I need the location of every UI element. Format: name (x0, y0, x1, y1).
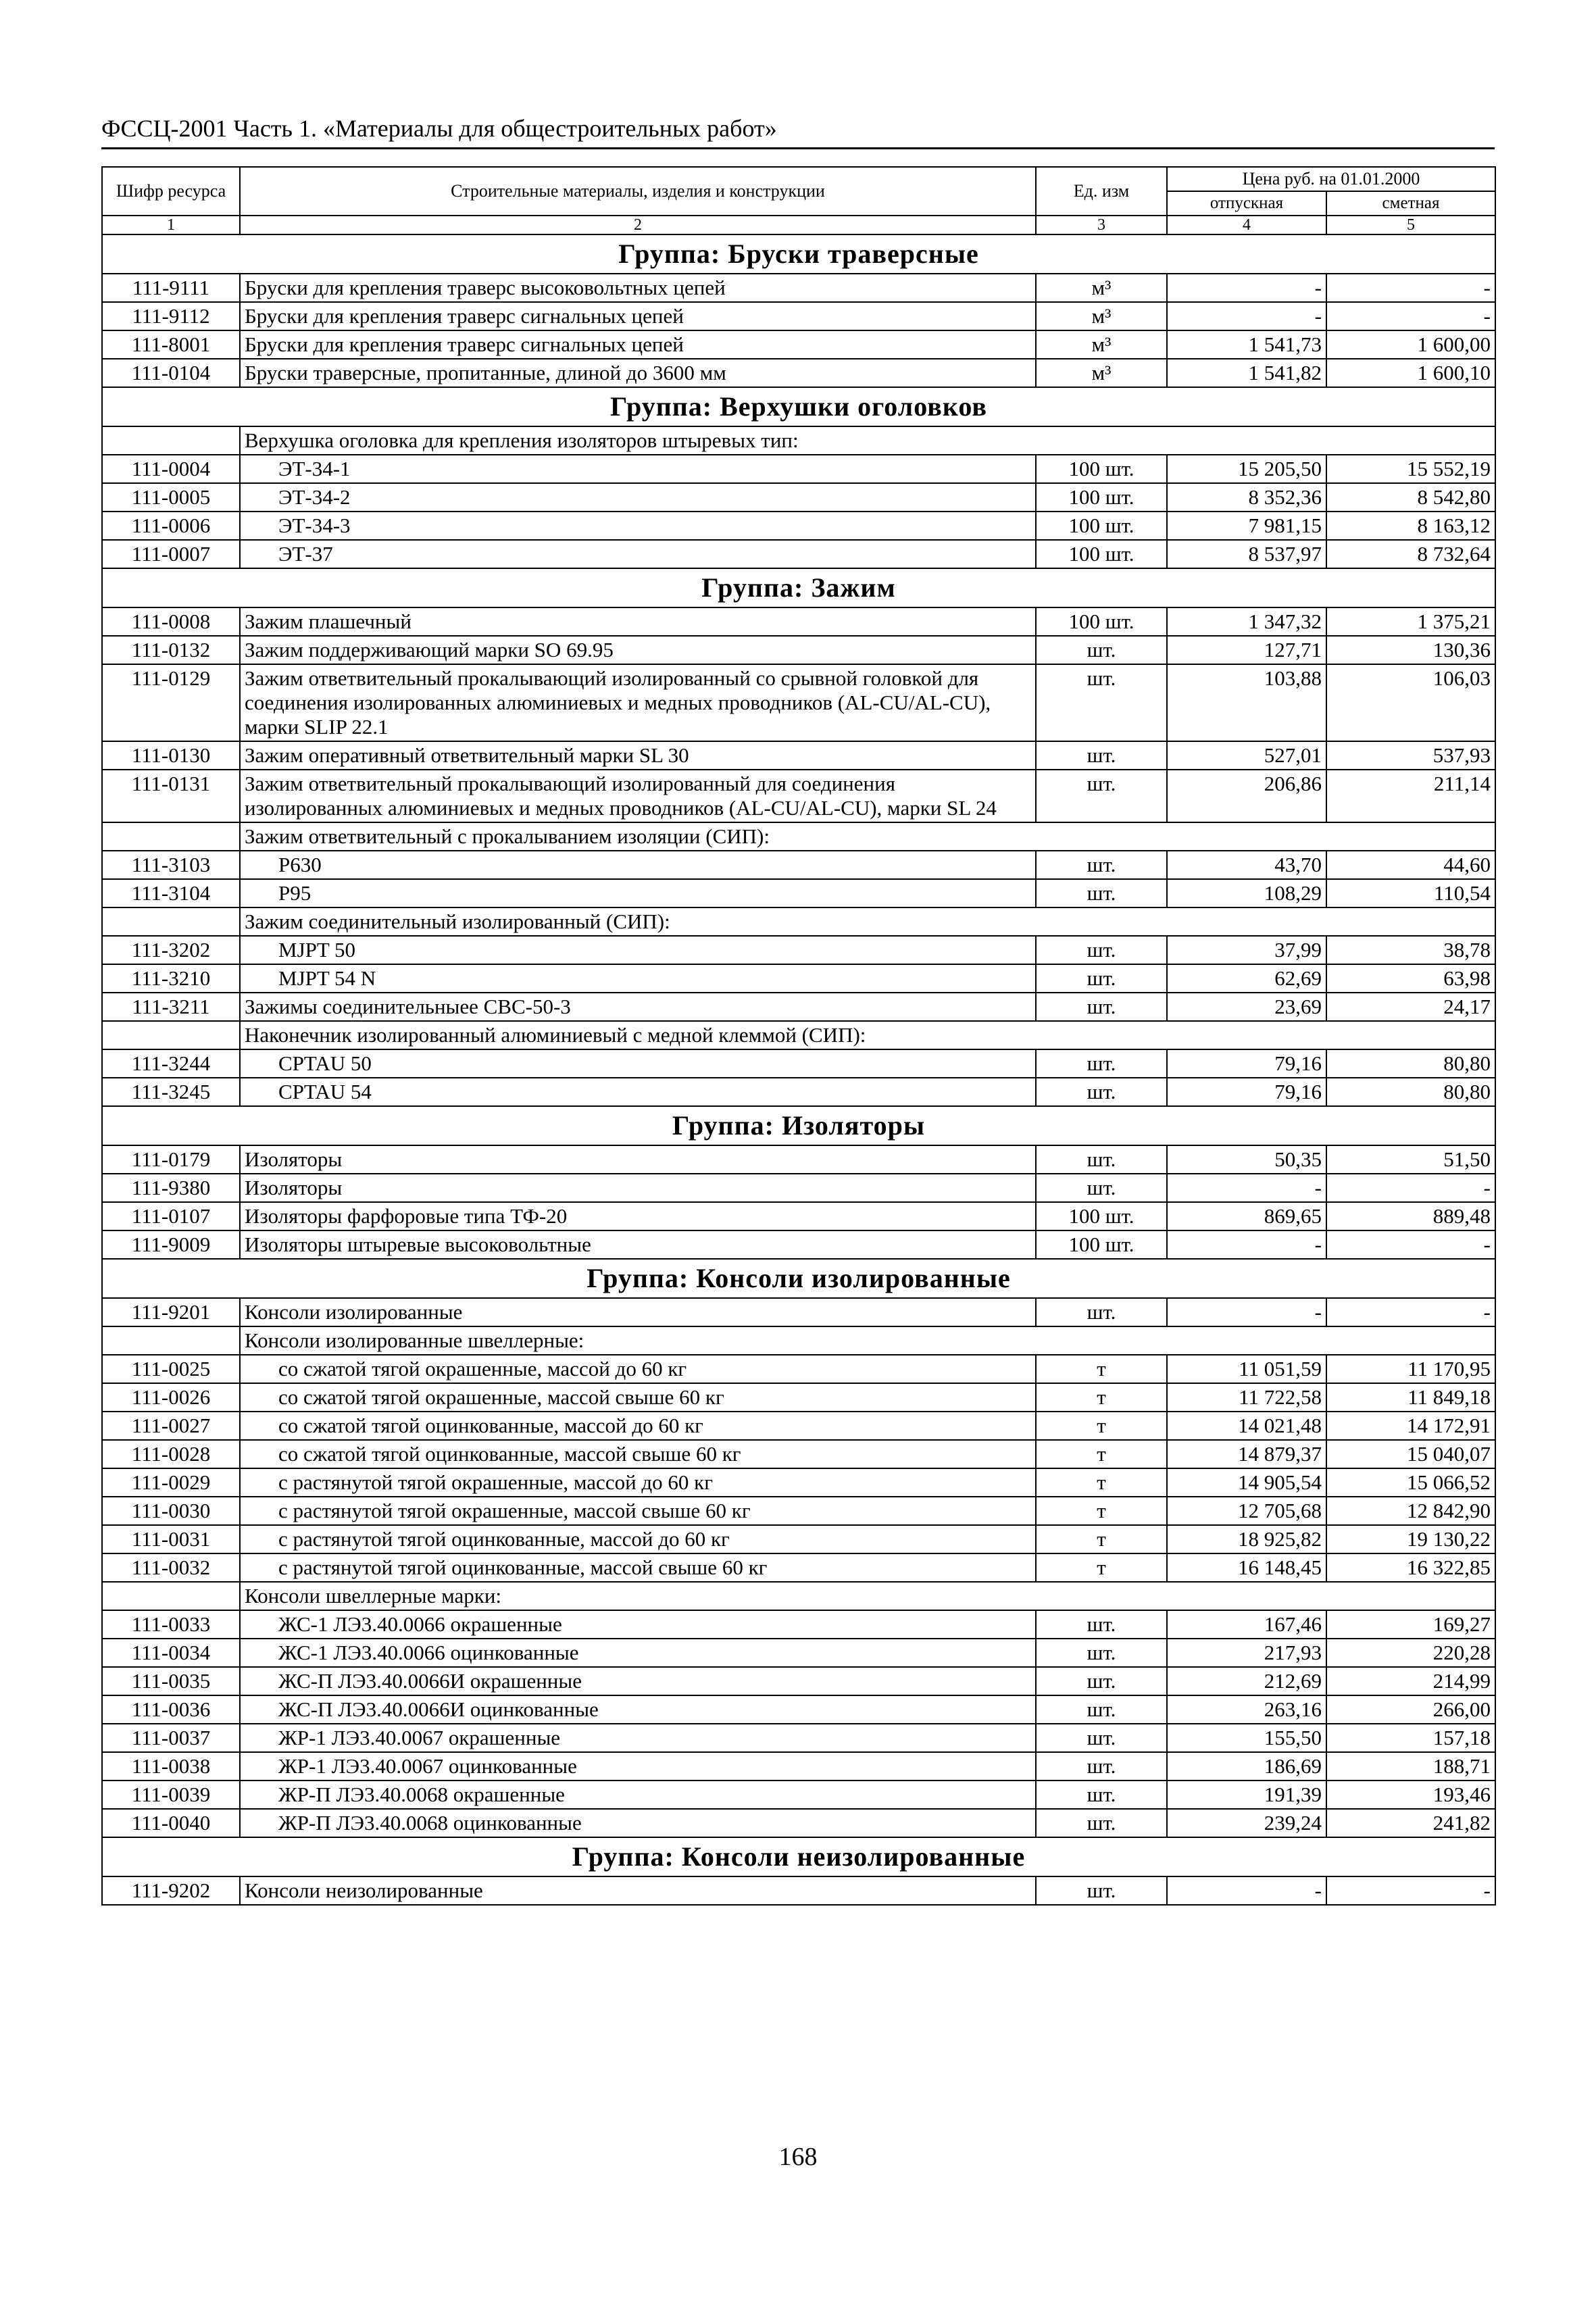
estimate-price: 157,18 (1326, 1724, 1495, 1752)
header-release: отпускная (1167, 191, 1326, 216)
resource-code: 111-0037 (102, 1724, 240, 1752)
resource-code: 111-9380 (102, 1174, 240, 1202)
material-name: Бруски для крепления траверс сигнальных цепей (240, 302, 1036, 330)
unit: м³ (1036, 274, 1167, 302)
material-name: со сжатой тягой окрашенные, массой до 60 кг (240, 1355, 1036, 1383)
release-price: 11 722,58 (1167, 1383, 1326, 1412)
estimate-price: - (1326, 1298, 1495, 1326)
estimate-price: 15 040,07 (1326, 1440, 1495, 1468)
unit: м³ (1036, 359, 1167, 387)
resource-code: 111-3103 (102, 851, 240, 879)
table-row (102, 1667, 1495, 1695)
subheading-spacer (102, 822, 240, 851)
subheading-text: Консоли швеллерные марки: (240, 1582, 1495, 1610)
unit: шт. (1036, 1724, 1167, 1752)
table-row (102, 770, 1495, 822)
table-row (102, 1383, 1495, 1412)
table-row (102, 302, 1495, 330)
estimate-price: 15 066,52 (1326, 1468, 1495, 1497)
estimate-price: 169,27 (1326, 1610, 1495, 1639)
group-heading-row (102, 1259, 1495, 1298)
subheading-row (102, 1326, 1495, 1355)
resource-code: 111-9009 (102, 1230, 240, 1259)
release-price: 8 537,97 (1167, 540, 1326, 568)
material-name: Зажим оперативный ответвительный марки SL 30 (240, 741, 1036, 770)
subheading-row (102, 1582, 1495, 1610)
estimate-price: - (1326, 302, 1495, 330)
material-name: Консоли изолированные (240, 1298, 1036, 1326)
estimate-price: 537,93 (1326, 741, 1495, 770)
table-row (102, 1049, 1495, 1078)
release-price: 62,69 (1167, 964, 1326, 993)
resource-code: 111-0026 (102, 1383, 240, 1412)
resource-code: 111-0027 (102, 1412, 240, 1440)
material-name: со сжатой тягой окрашенные, массой свыше 60 кг (240, 1383, 1036, 1412)
release-price: 7 981,15 (1167, 512, 1326, 540)
group-title: Группа: Верхушки оголовков (102, 387, 1495, 426)
table-row (102, 1752, 1495, 1781)
estimate-price: 38,78 (1326, 936, 1495, 964)
subheading-spacer (102, 907, 240, 936)
estimate-price: 889,48 (1326, 1202, 1495, 1230)
release-price: 869,65 (1167, 1202, 1326, 1230)
table-row (102, 1525, 1495, 1553)
resource-code: 111-3211 (102, 993, 240, 1021)
resource-code: 111-3202 (102, 936, 240, 964)
column-number: 2 (240, 216, 1036, 234)
table-row (102, 1876, 1495, 1905)
table-row (102, 359, 1495, 387)
resource-code: 111-0035 (102, 1667, 240, 1695)
resource-code: 111-9112 (102, 302, 240, 330)
subheading-text: Зажим ответвительный с прокалыванием изоляции (СИП): (240, 822, 1495, 851)
release-price: 239,24 (1167, 1809, 1326, 1837)
material-name: ЖС-П ЛЭ3.40.0066И окрашенные (240, 1667, 1036, 1695)
release-price: 127,71 (1167, 636, 1326, 664)
estimate-price: 11 849,18 (1326, 1383, 1495, 1412)
estimate-price: 14 172,91 (1326, 1412, 1495, 1440)
material-name: ЖС-П ЛЭ3.40.0066И оцинкованные (240, 1695, 1036, 1724)
table-row (102, 936, 1495, 964)
table-row (102, 1440, 1495, 1468)
estimate-price: 1 600,00 (1326, 330, 1495, 359)
estimate-price: 214,99 (1326, 1667, 1495, 1695)
estimate-price: 8 542,80 (1326, 483, 1495, 512)
material-name: со сжатой тягой оцинкованные, массой до 60 кг (240, 1412, 1036, 1440)
group-title: Группа: Консоли изолированные (102, 1259, 1495, 1298)
estimate-price: 106,03 (1326, 664, 1495, 741)
estimate-price: 266,00 (1326, 1695, 1495, 1724)
resource-code: 111-3210 (102, 964, 240, 993)
release-price: - (1167, 302, 1326, 330)
table-row (102, 1781, 1495, 1809)
unit: шт. (1036, 741, 1167, 770)
table-row (102, 1497, 1495, 1525)
unit: шт. (1036, 1667, 1167, 1695)
resource-code: 111-0130 (102, 741, 240, 770)
table-row (102, 993, 1495, 1021)
subheading-spacer (102, 1326, 240, 1355)
subheading-spacer (102, 1582, 240, 1610)
table-row (102, 1610, 1495, 1639)
material-name: ЖС-1 ЛЭ3.40.0066 оцинкованные (240, 1639, 1036, 1667)
unit: т (1036, 1553, 1167, 1582)
unit: шт. (1036, 1078, 1167, 1106)
subheading-row (102, 1021, 1495, 1049)
price-table (101, 166, 1496, 1906)
release-price: - (1167, 1174, 1326, 1202)
estimate-price: 19 130,22 (1326, 1525, 1495, 1553)
table-row (102, 741, 1495, 770)
table-row (102, 1724, 1495, 1752)
material-name: ЖР-1 ЛЭ3.40.0067 оцинкованные (240, 1752, 1036, 1781)
estimate-price: - (1326, 1174, 1495, 1202)
resource-code: 111-0005 (102, 483, 240, 512)
header-code: Шифр ресурса (102, 167, 240, 216)
material-name: Р95 (240, 879, 1036, 907)
release-price: - (1167, 1230, 1326, 1259)
resource-code: 111-3244 (102, 1049, 240, 1078)
subheading-text: Верхушка оголовка для крепления изоляторов штыревых тип: (240, 426, 1495, 455)
table-row (102, 1230, 1495, 1259)
table-row (102, 274, 1495, 302)
material-name: Бруски для крепления траверс высоковольтных цепей (240, 274, 1036, 302)
table-row (102, 879, 1495, 907)
release-price: 1 541,82 (1167, 359, 1326, 387)
unit: шт. (1036, 1876, 1167, 1905)
material-name: ЭТ-37 (240, 540, 1036, 568)
material-name: ЭТ-34-1 (240, 455, 1036, 483)
resource-code: 111-0036 (102, 1695, 240, 1724)
resource-code: 111-3245 (102, 1078, 240, 1106)
resource-code: 111-0132 (102, 636, 240, 664)
table-row (102, 330, 1495, 359)
resource-code: 111-0006 (102, 512, 240, 540)
release-price: 1 347,32 (1167, 607, 1326, 636)
table-row (102, 1078, 1495, 1106)
resource-code: 111-0104 (102, 359, 240, 387)
unit: т (1036, 1412, 1167, 1440)
unit: шт. (1036, 1639, 1167, 1667)
table-row (102, 964, 1495, 993)
estimate-price: 211,14 (1326, 770, 1495, 822)
table-row (102, 1412, 1495, 1440)
table-row (102, 1145, 1495, 1174)
table-row (102, 512, 1495, 540)
table-row (102, 540, 1495, 568)
resource-code: 111-0008 (102, 607, 240, 636)
group-heading-row (102, 568, 1495, 607)
estimate-price: 8 163,12 (1326, 512, 1495, 540)
release-price: 37,99 (1167, 936, 1326, 964)
unit: т (1036, 1383, 1167, 1412)
unit: шт. (1036, 1145, 1167, 1174)
subheading-row (102, 426, 1495, 455)
resource-code: 111-0029 (102, 1468, 240, 1497)
unit: т (1036, 1468, 1167, 1497)
table-row (102, 1553, 1495, 1582)
page-number: 168 (778, 2143, 818, 2171)
estimate-price: 80,80 (1326, 1049, 1495, 1078)
material-name: со сжатой тягой оцинкованные, массой свыше 60 кг (240, 1440, 1036, 1468)
release-price: 50,35 (1167, 1145, 1326, 1174)
table-row (102, 1174, 1495, 1202)
unit: 100 шт. (1036, 607, 1167, 636)
resource-code: 111-9202 (102, 1876, 240, 1905)
header-price: Цена руб. на 01.01.2000 (1167, 167, 1495, 191)
unit: т (1036, 1355, 1167, 1383)
subheading-spacer (102, 1021, 240, 1049)
resource-code: 111-9201 (102, 1298, 240, 1326)
unit: 100 шт. (1036, 483, 1167, 512)
material-name: Бруски для крепления траверс сигнальных цепей (240, 330, 1036, 359)
estimate-price: 80,80 (1326, 1078, 1495, 1106)
table-row (102, 607, 1495, 636)
unit: 100 шт. (1036, 1202, 1167, 1230)
release-price: 15 205,50 (1167, 455, 1326, 483)
group-heading-row (102, 1106, 1495, 1145)
material-name: ЖР-П ЛЭ3.40.0068 окрашенные (240, 1781, 1036, 1809)
material-name: с растянутой тягой окрашенные, массой свыше 60 кг (240, 1497, 1036, 1525)
subheading-row (102, 822, 1495, 851)
unit: м³ (1036, 302, 1167, 330)
table-row (102, 851, 1495, 879)
material-name: MJPT 54 N (240, 964, 1036, 993)
resource-code: 111-0033 (102, 1610, 240, 1639)
table-row (102, 1639, 1495, 1667)
subheading-text: Наконечник изолированный алюминиевый с медной клеммой (СИП): (240, 1021, 1495, 1049)
estimate-price: 11 170,95 (1326, 1355, 1495, 1383)
material-name: Зажим ответвительный прокалывающий изолированный для соединения изолированных алюминиевых и медных проводников (AL-CU/AL-CU), марки SL 24 (240, 770, 1036, 822)
release-price: 155,50 (1167, 1724, 1326, 1752)
unit: 100 шт. (1036, 1230, 1167, 1259)
resource-code: 111-0025 (102, 1355, 240, 1383)
material-name: CPTAU 54 (240, 1078, 1036, 1106)
estimate-price: 188,71 (1326, 1752, 1495, 1781)
resource-code: 111-0030 (102, 1497, 240, 1525)
resource-code: 111-0129 (102, 664, 240, 741)
release-price: 167,46 (1167, 1610, 1326, 1639)
release-price: 14 905,54 (1167, 1468, 1326, 1497)
unit: 100 шт. (1036, 512, 1167, 540)
group-title: Группа: Консоли неизолированные (102, 1837, 1495, 1876)
unit: шт. (1036, 770, 1167, 822)
group-heading-row (102, 234, 1495, 274)
column-number: 1 (102, 216, 240, 234)
material-name: с растянутой тягой оцинкованные, массой свыше 60 кг (240, 1553, 1036, 1582)
release-price: 263,16 (1167, 1695, 1326, 1724)
release-price: 1 541,73 (1167, 330, 1326, 359)
estimate-price: 44,60 (1326, 851, 1495, 879)
material-name: Зажим плашечный (240, 607, 1036, 636)
material-name: Зажим ответвительный прокалывающий изолированный со срывной головкой для соединения изолированных алюминиевых и медных проводников (AL-CU/AL-CU), марки SLIP 22.1 (240, 664, 1036, 741)
unit: шт. (1036, 936, 1167, 964)
unit: т (1036, 1497, 1167, 1525)
estimate-price: 130,36 (1326, 636, 1495, 664)
estimate-price: 12 842,90 (1326, 1497, 1495, 1525)
page-header: ФССЦ-2001 Часть 1. «Материалы для общестроительных работ» (101, 114, 1495, 149)
material-name: ЖР-1 ЛЭ3.40.0067 окрашенные (240, 1724, 1036, 1752)
release-price: 79,16 (1167, 1049, 1326, 1078)
material-name: Изоляторы (240, 1174, 1036, 1202)
estimate-price: 16 322,85 (1326, 1553, 1495, 1582)
material-name: ЖС-1 ЛЭ3.40.0066 окрашенные (240, 1610, 1036, 1639)
material-name: ЭТ-34-2 (240, 483, 1036, 512)
release-price: 8 352,36 (1167, 483, 1326, 512)
estimate-price: 1 600,10 (1326, 359, 1495, 387)
resource-code: 111-0040 (102, 1809, 240, 1837)
estimate-price: 193,46 (1326, 1781, 1495, 1809)
estimate-price: 220,28 (1326, 1639, 1495, 1667)
estimate-price: 24,17 (1326, 993, 1495, 1021)
material-name: Р630 (240, 851, 1036, 879)
unit: т (1036, 1440, 1167, 1468)
resource-code: 111-3104 (102, 879, 240, 907)
unit: м³ (1036, 330, 1167, 359)
table-row (102, 483, 1495, 512)
subheading-text: Консоли изолированные швеллерные: (240, 1326, 1495, 1355)
header-estimate: сметная (1326, 191, 1495, 216)
release-price: - (1167, 1876, 1326, 1905)
unit: 100 шт. (1036, 540, 1167, 568)
estimate-price: 63,98 (1326, 964, 1495, 993)
resource-code: 111-0034 (102, 1639, 240, 1667)
release-price: 108,29 (1167, 879, 1326, 907)
release-price: 14 879,37 (1167, 1440, 1326, 1468)
resource-code: 111-0038 (102, 1752, 240, 1781)
subheading-spacer (102, 426, 240, 455)
material-name: ЭТ-34-3 (240, 512, 1036, 540)
release-price: 206,86 (1167, 770, 1326, 822)
group-title: Группа: Бруски траверсные (102, 234, 1495, 274)
unit: шт. (1036, 879, 1167, 907)
group-title: Группа: Зажим (102, 568, 1495, 607)
material-name: MJPT 50 (240, 936, 1036, 964)
material-name: Бруски траверсные, пропитанные, длиной до 3600 мм (240, 359, 1036, 387)
unit: шт. (1036, 1781, 1167, 1809)
release-price: - (1167, 1298, 1326, 1326)
release-price: 212,69 (1167, 1667, 1326, 1695)
material-name: Изоляторы штыревые высоковольтные (240, 1230, 1036, 1259)
unit: шт. (1036, 1610, 1167, 1639)
material-name: Зажимы соединительныее CBC-50-3 (240, 993, 1036, 1021)
table-row (102, 1809, 1495, 1837)
resource-code: 111-0107 (102, 1202, 240, 1230)
resource-code: 111-0004 (102, 455, 240, 483)
table-row (102, 455, 1495, 483)
release-price: 23,69 (1167, 993, 1326, 1021)
unit: шт. (1036, 1752, 1167, 1781)
table-row (102, 1298, 1495, 1326)
resource-code: 111-0039 (102, 1781, 240, 1809)
header-unit: Ед. изм (1036, 167, 1167, 216)
table-body (102, 234, 1495, 1905)
estimate-price: - (1326, 1876, 1495, 1905)
column-number: 3 (1036, 216, 1167, 234)
estimate-price: 110,54 (1326, 879, 1495, 907)
estimate-price: 51,50 (1326, 1145, 1495, 1174)
resource-code: 111-9111 (102, 274, 240, 302)
group-heading-row (102, 1837, 1495, 1876)
release-price: 191,39 (1167, 1781, 1326, 1809)
unit: шт. (1036, 1695, 1167, 1724)
release-price: 43,70 (1167, 851, 1326, 879)
estimate-price: 8 732,64 (1326, 540, 1495, 568)
release-price: 186,69 (1167, 1752, 1326, 1781)
unit: шт. (1036, 1174, 1167, 1202)
estimate-price: - (1326, 274, 1495, 302)
estimate-price: 1 375,21 (1326, 607, 1495, 636)
release-price: 16 148,45 (1167, 1553, 1326, 1582)
table-row (102, 1468, 1495, 1497)
group-heading-row (102, 387, 1495, 426)
release-price: - (1167, 274, 1326, 302)
unit: шт. (1036, 1298, 1167, 1326)
material-name: CPTAU 50 (240, 1049, 1036, 1078)
estimate-price: 15 552,19 (1326, 455, 1495, 483)
release-price: 12 705,68 (1167, 1497, 1326, 1525)
unit: т (1036, 1525, 1167, 1553)
material-name: с растянутой тягой окрашенные, массой до 60 кг (240, 1468, 1036, 1497)
table-row (102, 636, 1495, 664)
unit: шт. (1036, 1049, 1167, 1078)
estimate-price: 241,82 (1326, 1809, 1495, 1837)
group-title: Группа: Изоляторы (102, 1106, 1495, 1145)
resource-code: 111-0007 (102, 540, 240, 568)
unit: шт. (1036, 664, 1167, 741)
material-name: ЖР-П ЛЭ3.40.0068 оцинкованные (240, 1809, 1036, 1837)
release-price: 217,93 (1167, 1639, 1326, 1667)
unit: шт. (1036, 851, 1167, 879)
unit: шт. (1036, 636, 1167, 664)
resource-code: 111-8001 (102, 330, 240, 359)
resource-code: 111-0032 (102, 1553, 240, 1582)
table-row (102, 1202, 1495, 1230)
release-price: 14 021,48 (1167, 1412, 1326, 1440)
estimate-price: - (1326, 1230, 1495, 1259)
column-number: 5 (1326, 216, 1495, 234)
resource-code: 111-0028 (102, 1440, 240, 1468)
column-number: 4 (1167, 216, 1326, 234)
resource-code: 111-0131 (102, 770, 240, 822)
table-row (102, 1695, 1495, 1724)
material-name: Консоли неизолированные (240, 1876, 1036, 1905)
material-name: с растянутой тягой оцинкованные, массой до 60 кг (240, 1525, 1036, 1553)
table-row (102, 664, 1495, 741)
material-name: Изоляторы (240, 1145, 1036, 1174)
resource-code: 111-0179 (102, 1145, 240, 1174)
release-price: 527,01 (1167, 741, 1326, 770)
release-price: 79,16 (1167, 1078, 1326, 1106)
unit: 100 шт. (1036, 455, 1167, 483)
table-row (102, 1355, 1495, 1383)
subheading-row (102, 907, 1495, 936)
unit: шт. (1036, 964, 1167, 993)
material-name: Зажим поддерживающий марки SO 69.95 (240, 636, 1036, 664)
unit: шт. (1036, 1809, 1167, 1837)
resource-code: 111-0031 (102, 1525, 240, 1553)
subheading-text: Зажим соединительный изолированный (СИП): (240, 907, 1495, 936)
release-price: 103,88 (1167, 664, 1326, 741)
header-name: Строительные материалы, изделия и конструкции (240, 167, 1036, 216)
release-price: 11 051,59 (1167, 1355, 1326, 1383)
unit: шт. (1036, 993, 1167, 1021)
release-price: 18 925,82 (1167, 1525, 1326, 1553)
material-name: Изоляторы фарфоровые типа ТФ-20 (240, 1202, 1036, 1230)
